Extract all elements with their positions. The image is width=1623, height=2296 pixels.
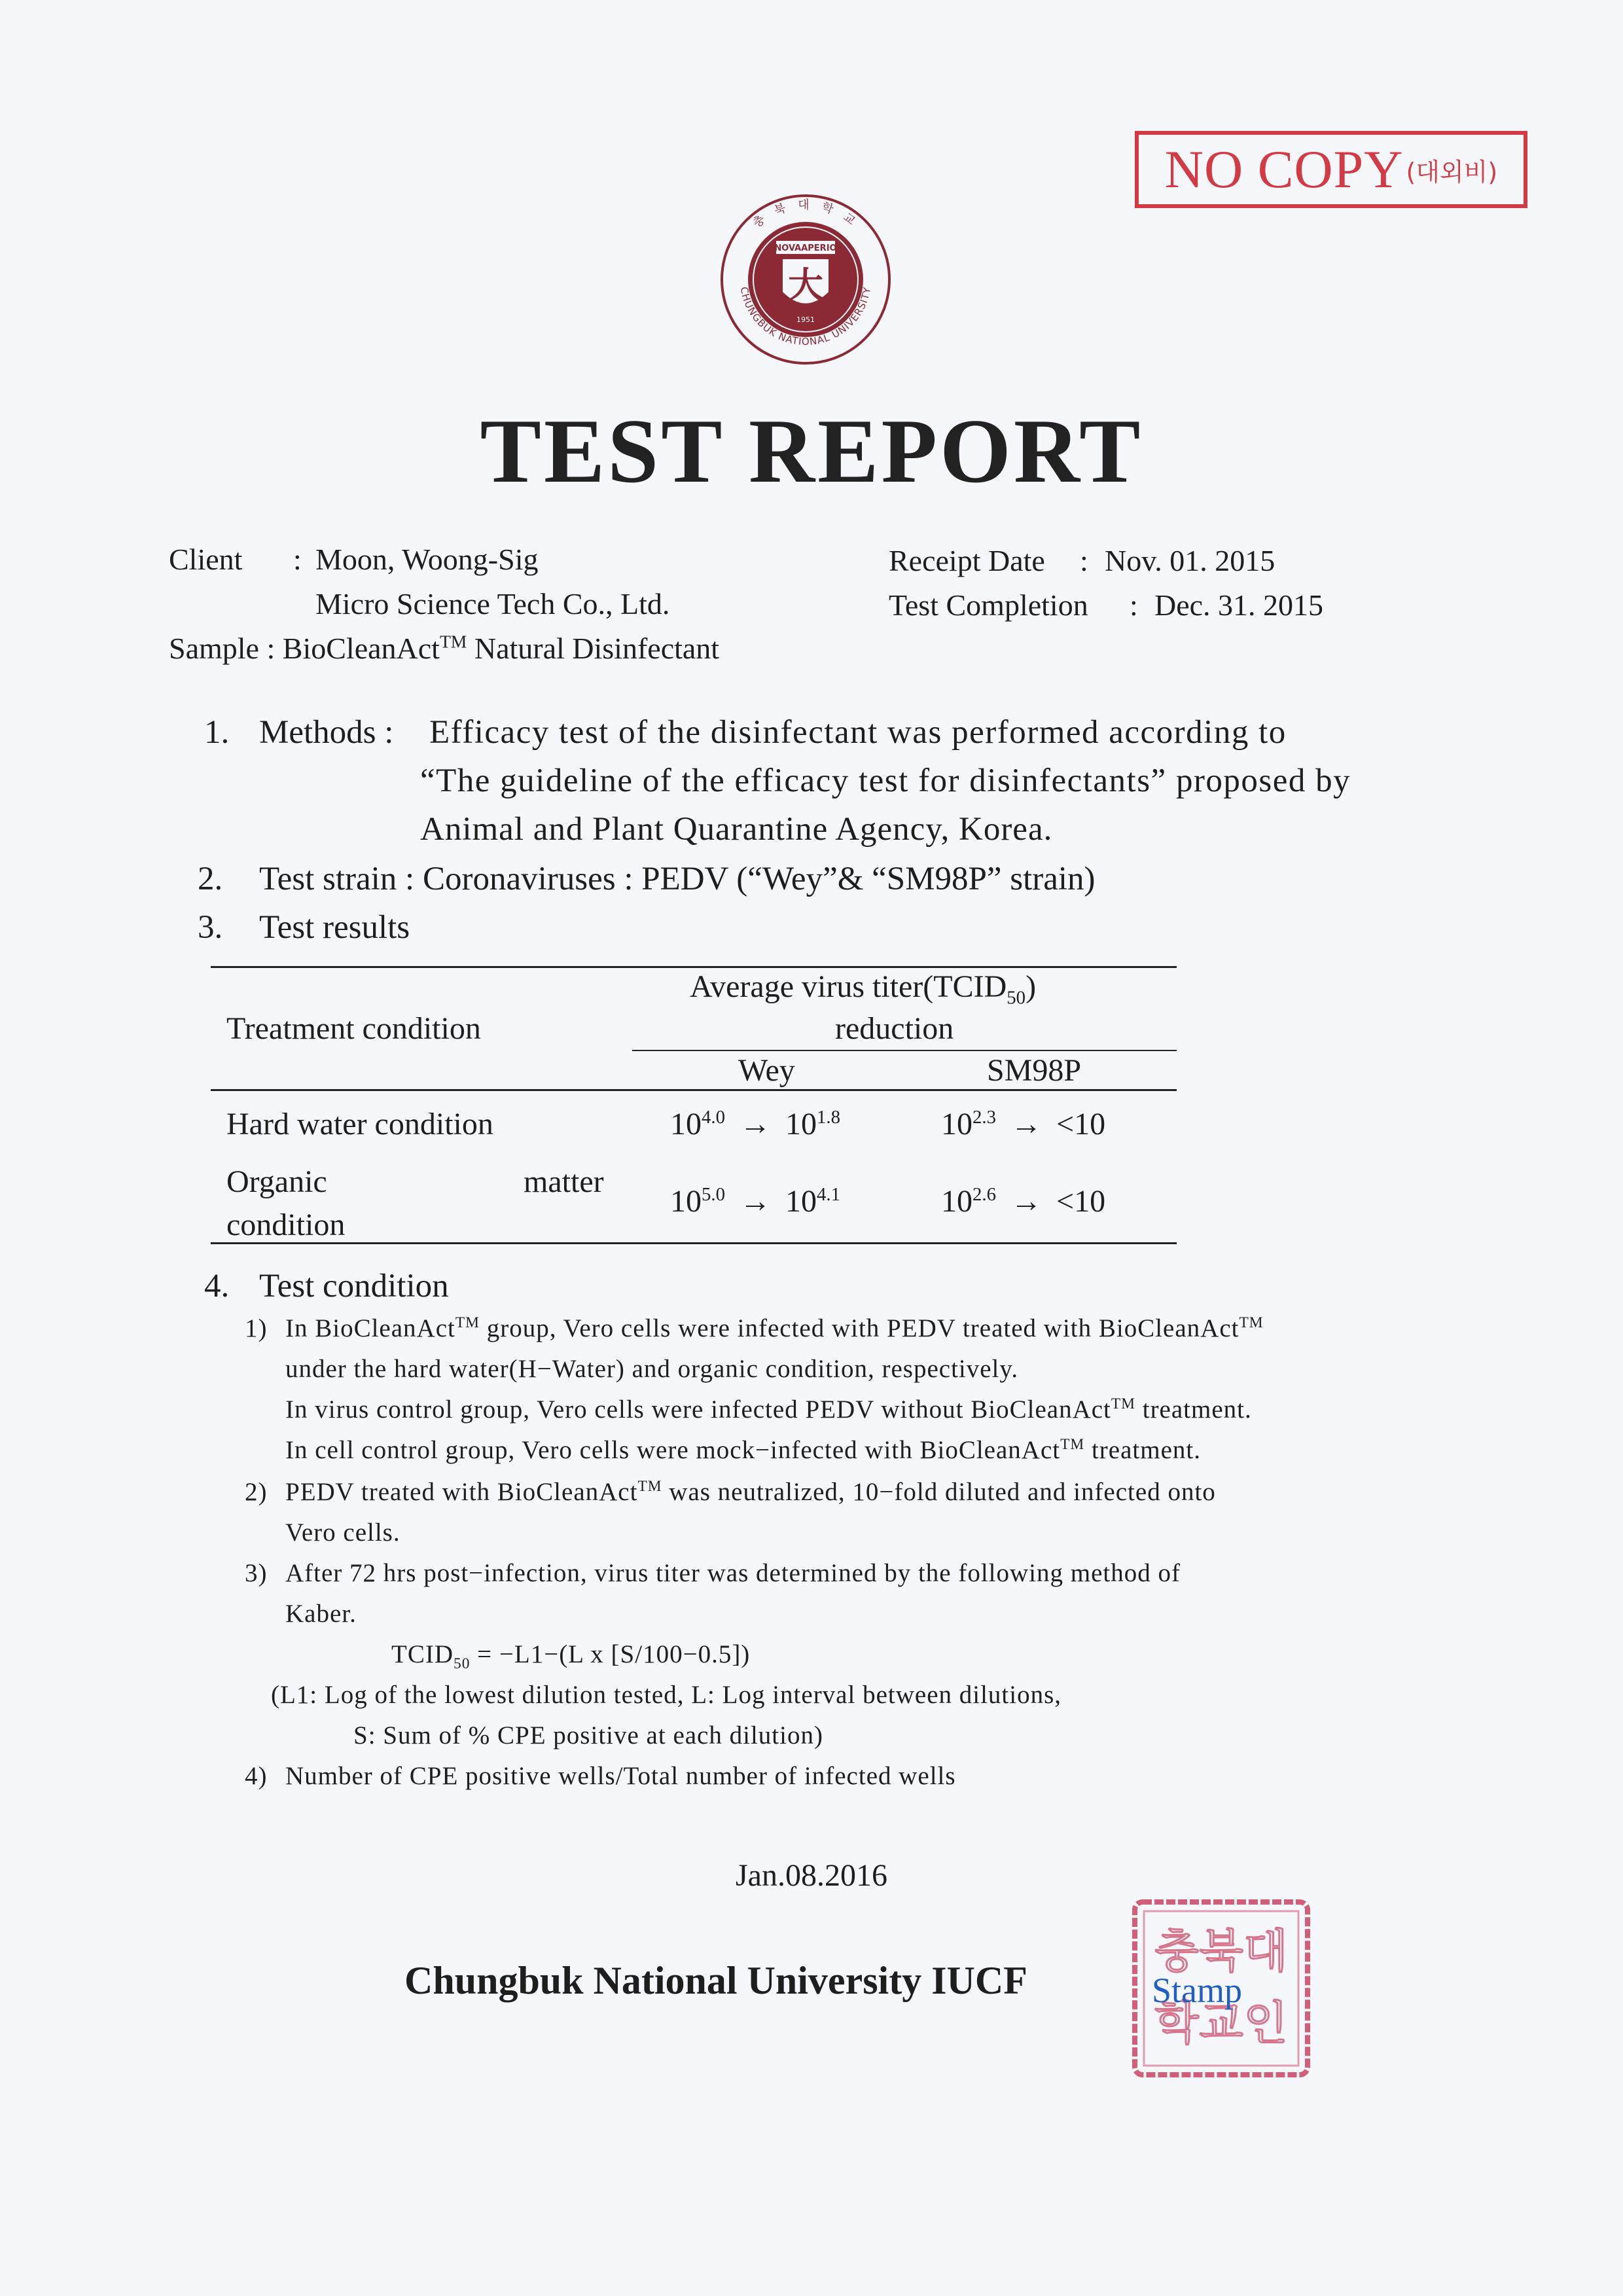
university-name: Chungbuk National University IUCF bbox=[404, 1959, 1027, 2002]
sample-desc: Natural Disinfectant bbox=[474, 632, 720, 665]
row-hard-water-label: Hard water condition bbox=[226, 1107, 493, 1141]
c1-line-2: under the hard water(H−Water) and organic condition, respectively. bbox=[285, 1355, 1019, 1383]
seal-year: 1951 bbox=[796, 315, 815, 324]
titer-header: Average virus $titer(TCID_{50})$ bbox=[690, 969, 1037, 1009]
seal-monogram: 大 bbox=[788, 264, 823, 306]
completion-colon: : bbox=[1130, 588, 1138, 622]
sample-line bbox=[169, 631, 720, 665]
seal-top-text: 충 북 대 학 교 bbox=[750, 198, 861, 231]
table-bottom-rule bbox=[211, 1242, 1177, 1244]
table-mid-rule bbox=[211, 1089, 1177, 1091]
row-hard-water-wey: $10^{4.0} \to 10^{1.8}$ bbox=[670, 1107, 840, 1141]
client-name: Moon, Woong-Sig bbox=[315, 543, 539, 576]
sample-label: Sample : bbox=[169, 632, 276, 665]
university-seal-icon bbox=[720, 194, 891, 365]
strain-text: Test strain : Coronaviruses : PEDV (“Wey”& “SM98P” strain) bbox=[259, 861, 1096, 897]
c3-line-1: After 72 hrs post−infection, virus titer was determined by the following method of bbox=[285, 1559, 1181, 1587]
seal-ring-text: CHUNGBUK NATIONAL UNIVERSITY bbox=[738, 285, 874, 348]
c2-number: 2) bbox=[245, 1478, 268, 1506]
col-wey: Wey bbox=[738, 1053, 795, 1088]
table-header-rule bbox=[632, 1050, 1177, 1051]
legend-line-2: S: Sum of % CPE positive at each dilution) bbox=[353, 1721, 823, 1749]
c4-number: 4) bbox=[245, 1762, 268, 1790]
stamp-char-1: 충 bbox=[1154, 1924, 1199, 1978]
row-organic-label-2: condition bbox=[226, 1208, 346, 1242]
c1-number: 1) bbox=[245, 1314, 268, 1342]
c4-text: Number of CPE positive wells/Total number of infected wells bbox=[285, 1762, 956, 1790]
c3-number: 3) bbox=[245, 1559, 268, 1587]
results-text: Test results bbox=[259, 909, 410, 946]
sample-product: BioCleanAct bbox=[282, 632, 440, 665]
stamp-char-6: 인 bbox=[1243, 1996, 1288, 2050]
client-company: Micro Science Tech Co., Ltd. bbox=[315, 587, 670, 620]
trademark: TM bbox=[439, 631, 467, 652]
receipt-label: Receipt Date bbox=[889, 544, 1045, 577]
c2-line-2: Vero cells. bbox=[285, 1518, 401, 1547]
row-organic-sm98p: $10^{2.6} \to <10$ bbox=[941, 1184, 1106, 1219]
methods-label: Methods : bbox=[259, 714, 394, 751]
stamp-label: Stamp bbox=[1152, 1971, 1243, 2010]
methods-number: 1. bbox=[204, 714, 230, 751]
condition-number: 4. bbox=[204, 1268, 230, 1304]
treatment-header: Treatment condition bbox=[226, 1011, 481, 1046]
row-hard-water-sm98p: $10^{2.3} \to <10$ bbox=[941, 1107, 1106, 1141]
row-organic-label-1: Organic bbox=[226, 1164, 327, 1199]
formula: $TCID_{50} = -L1-(L$ x [S/100−0.5]) bbox=[391, 1640, 751, 1672]
client-colon: : bbox=[293, 543, 302, 576]
c1-line-1: In BioCleanAct™ group, Vero cells were infected with PEDV treated with BioCleanAct™ bbox=[285, 1314, 1264, 1342]
c1-line-3: In virus control group, Vero cells were infected PEDV without BioCleanAct™ treatment. bbox=[285, 1395, 1252, 1424]
row-organic-wey: $10^{5.0} \to 10^{4.1}$ bbox=[670, 1184, 840, 1219]
col-sm98p: SM98P bbox=[987, 1053, 1082, 1088]
no-copy-stamp bbox=[1135, 131, 1527, 208]
legend-line-1: (L1: Log of the lowest dilution tested, L: Log interval between dilutions, bbox=[271, 1681, 1062, 1709]
c2-line-1: PEDV treated with BioCleanAct™ was neutralized, 10−fold diluted and infected onto bbox=[285, 1478, 1216, 1506]
completion-date: Dec. 31. 2015 bbox=[1154, 588, 1324, 622]
table-top-rule bbox=[211, 966, 1177, 968]
stamp-char-4: 학 bbox=[1154, 1996, 1199, 2050]
methods-line-3: Animal and Plant Quarantine Agency, Korea. bbox=[420, 811, 1053, 848]
c1-line-4: In cell control group, Vero cells were mock−infected with BioCleanAct™ treatment. bbox=[285, 1436, 1201, 1464]
condition-text: Test condition bbox=[259, 1268, 449, 1304]
receipt-date: Nov. 01. 2015 bbox=[1105, 544, 1275, 577]
receipt-colon: : bbox=[1080, 544, 1088, 577]
seal-banner: NOVAAPERIO bbox=[774, 243, 837, 253]
page-title: TEST REPORT bbox=[480, 401, 1143, 502]
client-label: Client bbox=[169, 543, 243, 576]
results-number: 3. bbox=[198, 909, 223, 946]
methods-line-2: “The guideline of the efficacy test for disinfectants” proposed by bbox=[420, 762, 1351, 799]
titer-header-reduction: reduction bbox=[835, 1011, 954, 1046]
stamp-char-3: 대 bbox=[1243, 1924, 1288, 1978]
stamp-char-5: 교 bbox=[1199, 1996, 1243, 2050]
strain-number: 2. bbox=[198, 861, 223, 897]
issue-date: Jan.08.2016 bbox=[736, 1858, 887, 1893]
row-organic-label-1b: matter bbox=[524, 1164, 604, 1199]
no-copy-korean: (대외비) bbox=[1406, 157, 1498, 187]
completion-label: Test Completion bbox=[889, 588, 1088, 622]
c3-line-2: Kaber. bbox=[285, 1600, 357, 1628]
stamp-char-2: 북 bbox=[1199, 1924, 1243, 1978]
no-copy-text: NO COPY bbox=[1164, 139, 1404, 199]
methods-line-1: Efficacy test of the disinfectant was performed according to bbox=[429, 714, 1287, 751]
